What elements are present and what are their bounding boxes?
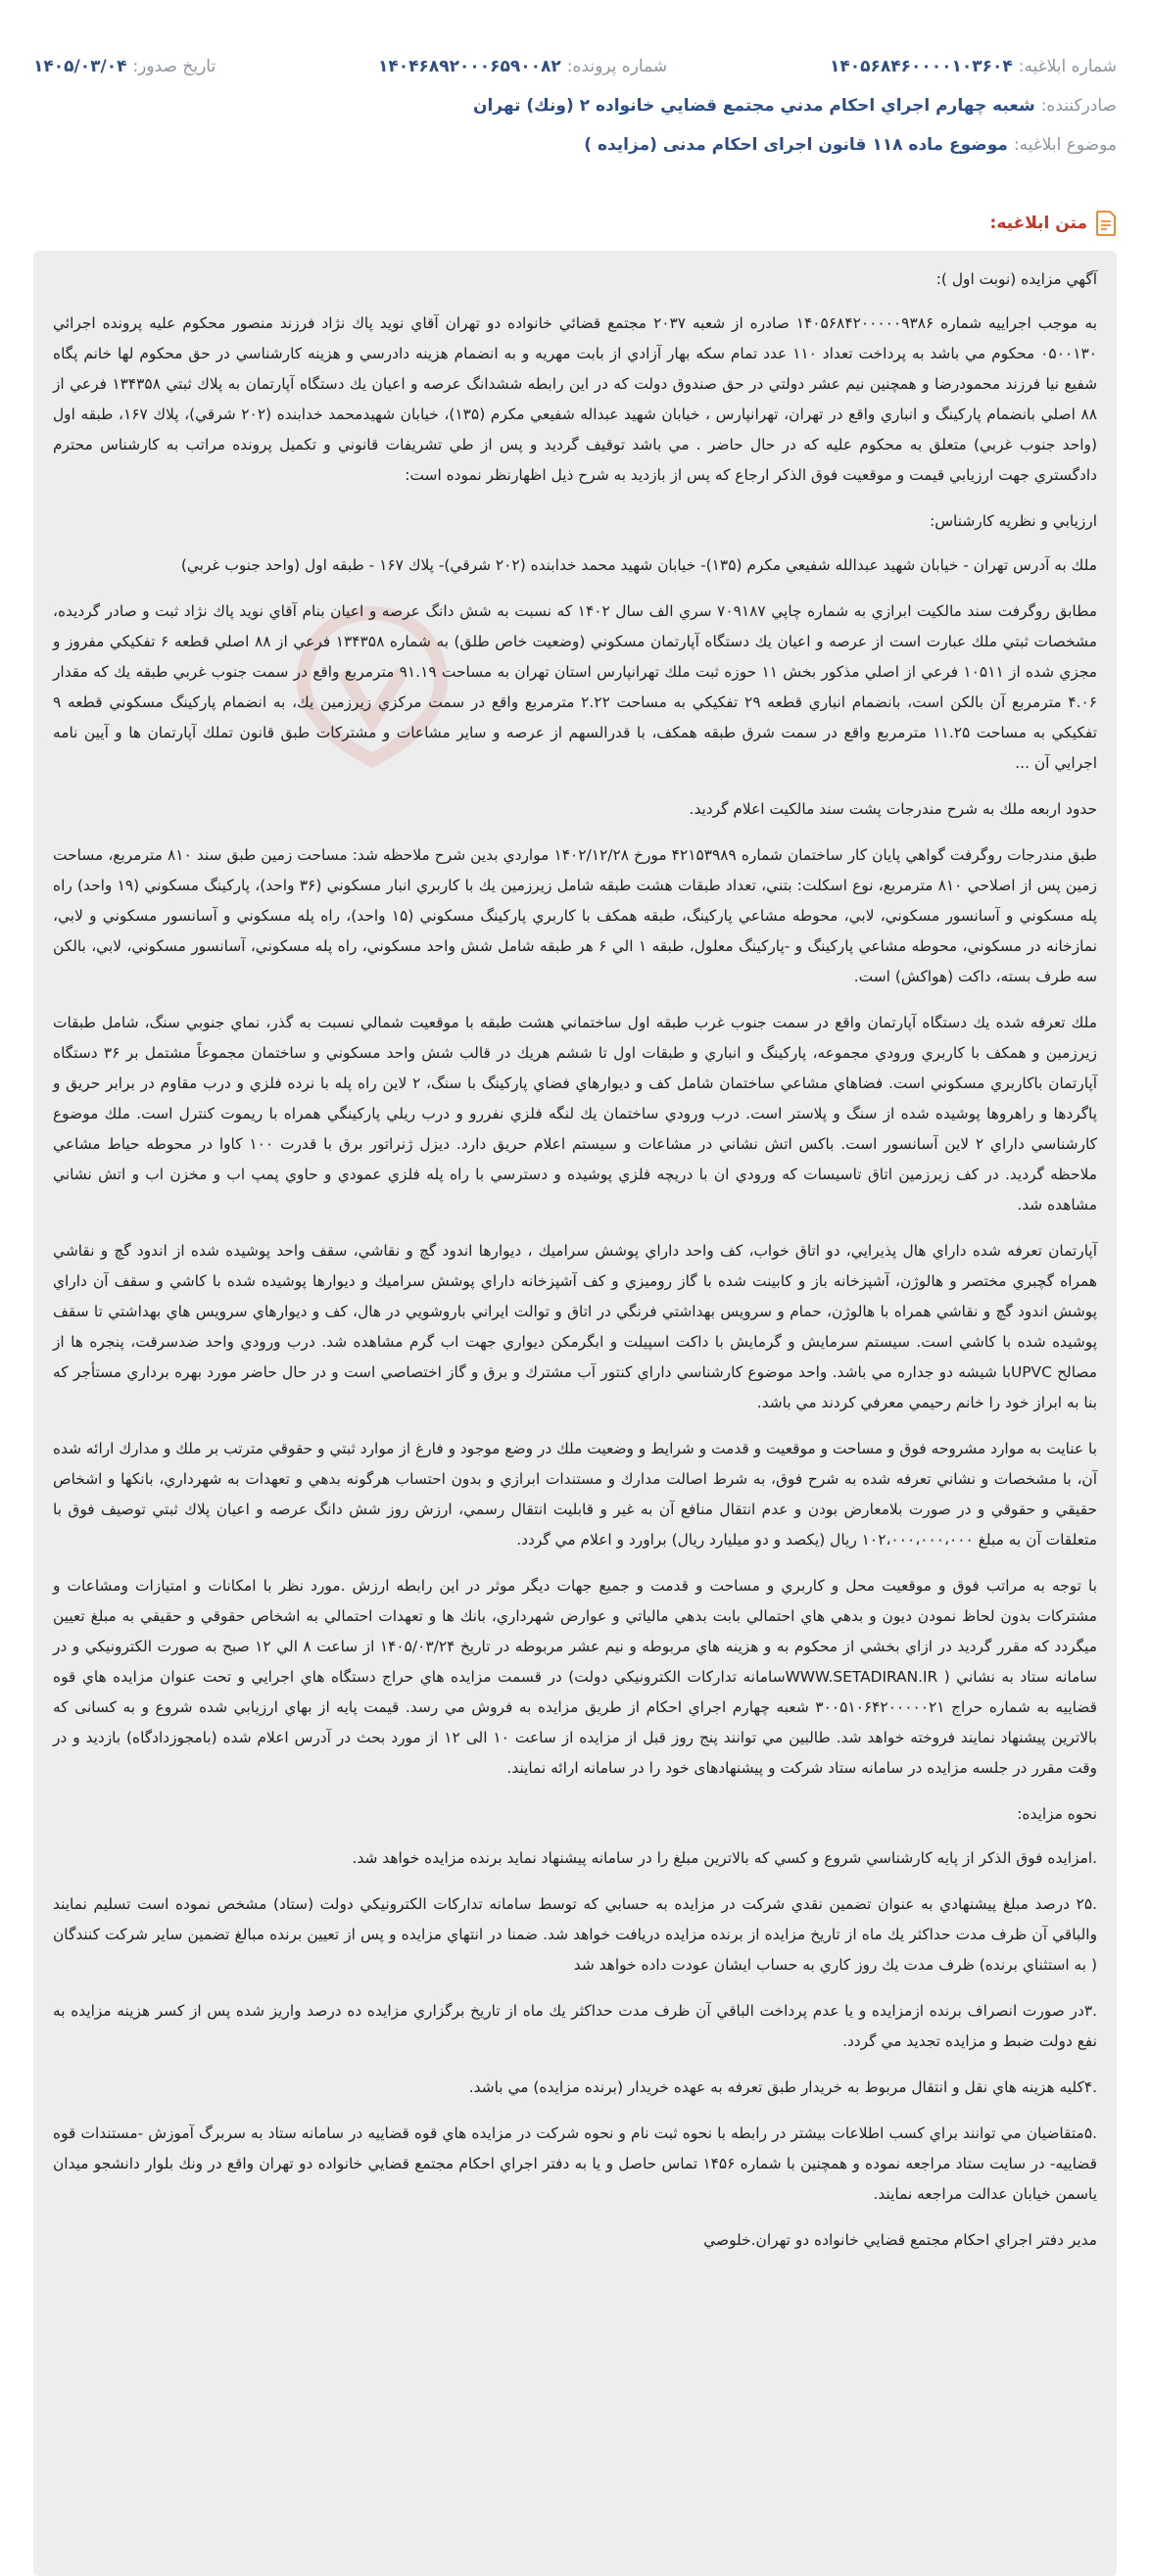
paragraph: طبق مندرجات روگرفت گواهي پايان كار ساختمان شماره ۴۲۱۵۳۹۸۹ مورخ ۱۴۰۲/۱۲/۲۸ مواردي بدين شرح ملاحظه شد: مساحت زمين طبق سند ۸۱۰ مترمربع، مساحت زمين پس از اصلاحي ۸۱۰ مترمربع، نوع اسكلت: بتني، تعداد طبقات هشت طبقه شامل زيرزمين يك با كاربري انبار مسكوني (۳۶ واحد)، پاركينگ مسكوني (۱۹ واحد) راه پله مسكوني و آسانسور مسكوني، لابي، محوطه مشاعي پاركينگ، طبقه همكف با كاربري پاركينگ مسكوني (۱۵ واحد)، راه پله مسكوني و آسانسور مسكوني و لابي، نمازخانه در مسكوني، محوطه مشاعي پاركينگ و -پاركينگ معلول، طبقه ۱ الي ۶ هر طبقه شامل شش واحد مسكوني، راه پله مسكوني، آسانسور مسكوني، لابي، بالكن سه طرف بسته، داكت (هواكش) است. — [53, 846, 1098, 985]
paragraph: به موجب اجراييه شماره ۱۴۰۵۶۸۴۲۰۰۰۰۰۹۳۸۶ صادره از شعبه ۲۰۳۷ مجتمع قضائي خانواده دو تهران آقاي نويد پاك نژاد فرزند منصور محكوم عليه پرونده اجرائي ۰۵۰۰۱۳۰ محكوم مي باشد به پرداخت تعداد ۱۱۰ عدد تمام سكه بهار آزادي از بابت مهريه و به انضمام هزينه دادرسي و هزينه كارشناسي در حق محكوم لها خانم پگاه شفيع نيا فرزند محمودرضا و همچنين نيم عشر دولتي در حق صندوق دولت كه در اين رابطه ششدانگ عرصه و اعيان يك دستگاه آپارتمان به پلاك ثبتي ۱۳۴۳۵۸ فرعي از ۸۸ اصلي بانضمام پاركينگ و انباري واقع در تهران، تهرانپارس ، خيابان شهيد عبداله شفيعي مكرم (۱۳۵)، خيابان شهيدمحمد خدابنده (۲۰۲ شرقي)، پلاك ۱۶۷، طبقه اول (واحد جنوب غربي) متعلق به محكوم عليه كه در حال حاضر . مي باشد توقيف گرديد و پس از طي تشريفات قانوني و تكميل پرونده مراتب به كارشناس محترم دادگستري جهت ارزيابي قيمت و موقعيت فوق الذكر ارجاع كه پس از بازديد به شرح ذيل اظهارنظر نموده است: — [53, 314, 1098, 484]
paragraph: .امزايده فوق الذكر از پايه كارشناسي شروع و كسي كه بالاترين مبلغ را در سامانه پيشنهاد نمايد برنده مزايده خواهد شد. — [352, 1849, 1097, 1867]
meta-row-numbers — [33, 47, 1117, 86]
paragraph: ملك به آدرس تهران - خيابان شهيد عبدالله شفيعي مكرم (۱۳۵)- خيابان شهيد محمد خدابنده (۲۰۲ شرقي)- پلاك ۱۶۷ - طبقه اول (واحد جنوب غربي) — [180, 556, 1097, 574]
issuer — [33, 86, 1117, 125]
notice-body-header — [33, 210, 1117, 237]
issuer-value: شعبه چهارم اجراي احكام مدني مجتمع قضايي خانواده ۲ (ونك) تهران — [472, 96, 1035, 116]
paragraph: نحوه مزايده: — [1017, 1805, 1097, 1823]
paragraph: ارزيابي و نظريه كارشناس: — [930, 512, 1097, 530]
paragraph: .۴كليه هزينه هاي نقل و انتقال مربوط به خريدار طبق تعرفه به عهده خريدار (برنده مزايده) مي باشد. — [468, 2078, 1097, 2096]
paragraph: .۲۵ درصد مبلغ پيشنهادي به عنوان تضمين نقدي شركت در مزايده به حسابي كه توسط سامانه تداركات الكترونيكي دولت (ستاد) مشخص نموده است تسليم نمايند والباقي آن ظرف مدت حداكثر يك ماه از تاريخ مزايده از برنده مزايده دريافت خواهد شد. ضمنا در انتهاي مزايده و پس از تعيين برنده مبالغ تضمين ساير شركت كنندگان ( به استثناي برنده) ظرف مدت يك روز كاري به حساب ايشان عودت داده خواهد شد — [53, 1895, 1097, 1974]
subject — [33, 125, 1117, 165]
issue-date-value: ۱۴۰۵/۰۳/۰۴ — [33, 57, 127, 76]
issuer-label: صادرکننده: — [1040, 96, 1117, 116]
paragraph: مطابق روگرفت سند مالكيت ابرازي به شماره چاپي ۷۰۹۱۸۷ سري الف سال ۱۴۰۲ كه نسبت به شش دانگ عرصه و اعيان بنام آقاي نويد پاك نژاد ثبت و صادر گرديده، مشخصات ثبتي ملك عبارت است از عرصه و اعيان يك دستگاه آپارتمان مسكوني (وضعيت خاص طلق) به شماره ۱۳۴۳۵۸ فرعي از ۸۸ اصلي قطعه ۶ تفكيكي مفروز و مجزي شده از ۱۰۵۱۱ فرعي از اصلي مذكور بخش ۱۱ حوزه ثبت ملك تهرانپارس استان تهران به مساحت ۹۱.۱۹ مترمربع واقع در سمت جنوب غربي طبقه يك كه مقدار ۴.۰۶ مترمربع آن بالكن است، بانضمام انباري قطعه ۲۹ تفكيكي به مساحت ۲.۲۲ مترمربع واقع در سمت مركزي زيرزمين يك، به انضمام پاركينگ مسكوني قطعه ۹ تفكيكي به مساحت ۱۱.۲۵ مترمربع واقع در سمت شرق طبقه همكف، با قدرالسهم از عرصه و ساير مشاعات و مشتركات طبق قانون تملك آپارتمان ها و آيين نامه اجرايي آن ... — [53, 602, 1098, 772]
subject-value: موضوع ماده ۱۱۸ قانون اجرای احکام مدنی (مزایده ) — [584, 135, 1008, 155]
paragraph: آپارتمان تعرفه شده داراي هال پذيرايي، دو اتاق خواب، كف واحد داراي پوشش سراميك ، ديوارها اندود گچ و نقاشي، سقف واحد پوشيده شده از اندود گچ و نقاشي همراه گچبري مختصر و هالوژن، آشپزخانه باز و كابينت شده با گاز روميزي و كف آشپزخانه داراي پوشش سراميك و ديوارها پوشيده شده با كاشي و سقف آن داراي پوشش اندود گچ و نقاشي همراه با هالوژن، حمام و سرويس بهداشتي فرنگي در اتاق و توالت ايراني باروشويي در هال، كف و ديوارهاي سرويس هاي بهداشتي تا سقف پوشيده شده با كاشي است. سيستم سرمايش و گرمايش با داكت اسپيلت و ابگرمكن ديواري جهت اب گرم مشاهده شد. درب ورودي واحد ضدسرقت، پنجره ها از مصالح UPVCبا شيشه دو جداره مي باشد. واحد موضوع كارشناسي داراي كنتور آب مشترك و برق و گاز اختصاصي است و در حال حاضر مورد بهره برداري مستأجر كه بنا به ابراز خود را خانم رحيمي معرفي كردند مي باشد. — [53, 1242, 1097, 1411]
notice-body-title: متن ابلاغیه: — [989, 214, 1087, 233]
notice-number-value: ۱۴۰۵۶۸۴۶۰۰۰۰۱۰۳۶۰۴ — [829, 57, 1013, 76]
case-number — [378, 57, 667, 76]
notice-meta — [0, 0, 1150, 165]
paragraph: آگهي مزايده (نوبت اول ): — [935, 270, 1097, 288]
paragraph: .۳در صورت انصراف برنده ازمزايده و يا عدم پرداخت الباقي آن ظرف مدت حداكثر يك ماه از تاريخ برگزاري مزايده ده درصد واريز شده پس از كسر هزينه مزايده به نفع دولت ضبط و مزايده تجديد مي گردد. — [53, 2002, 1097, 2050]
issue-date-label: تاریخ صدور: — [132, 57, 216, 76]
paragraph: ملك تعرفه شده يك دستگاه آپارتمان واقع در سمت جنوب غرب طبقه اول ساختماني هشت طبقه با موقعيت شمالي نسبت به گذر، نماي جنوبي سنگ، شامل طبقات زيرزمين و همكف با كاربري ورودي مجموعه، پاركينگ و انباري و طبقات اول تا ششم هريك در قالب شش واحد مسكوني و ساختمان مجموعاً مشتمل بر ۳۶ دستگاه آپارتمان باكاربري مسكوني است. فضاهاي مشاعي ساختمان شامل كف و ديوارهاي فضاي پاركينگ با سنگ، ۲ لاين راه پله با نرده فلزي و درب مقاوم در برابر حريق و پاگردها و راهروها پوشيده شده از سنگ و پلاستر است. درب ورودي ساختمان يك لنگه فلزي نفررو و درب ريلي پاركينگي همراه با ريموت كنترل است. ملك موضوع كارشناسي داراي ۲ لاين آسانسور است. باكس اتش نشاني در مشاعات و سيستم اعلام حريق دارد. ديزل ژنراتور برق با قدرت ۱۰۰ كاوا در محوطه حياط مشاعي ملاحظه گرديد. در كف زيرزمين اتاق تاسيسات كه ورودي ان با دريچه فلزي پوشيده و دسترسي با راه پله فلزي عمودي و حاوي پمپ اب و مخزن اب و اتش نشاني مشاهده شد. — [53, 1014, 1098, 1214]
notice-number — [830, 57, 1117, 76]
paragraph: با توجه به مراتب فوق و موقعيت محل و كاربري و مساحت و قدمت و جميع جهات ديگر موثر در اين رابطه ارزش .مورد نظر با امكانات و امتيازات ومشاعات و مشتركات بدون لحاظ نمودن ديون و بدهي هاي احتمالي بابت بدهي مالياتي و عوارض شهرداري، بانك ها و تعهدات احتمالي به اشخاص حقوقي و حقيقي به مبلغ تعيين ميگردد كه مقرر گرديد در ازاي بخشي از محكوم به و هزينه هاي مربوطه و نيم عشر مربوطه در تاريخ ۱۴۰۵/۰۳/۲۴ از ساعت ۸ الي ۱۲ صبح به صورت الكترونيكي و در سامانه ستاد به نشاني ( WWW.SETADIRAN.IRسامانه تداركات الكترونيكي دولت) در قسمت مزايده هاي حراج دستگاه هاي اجرايي و تحت عنوان مزايده هاي قوه قضاييه به شماره حراج ۳۰۰۵۱۰۶۴۲۰۰۰۰۰۲۱ شعبه چهارم اجراي احكام از طريق مزايده به فروش مي رسد. قيمت پايه از بهاي ارزيابي شده شروع و به كسانی كه بالاترين پيشنهاد نمايند فروخته خواهد شد. طالبين مي توانند پنج روز قبل از مزايده از ساعت ۱۰ الی ۱۲ از مورد بحث در آدرس اعلام شده (بامجوزدادگاه) بازديد و در وقت مقرر در جلسه مزايده در سامانه ستاد شركت و پيشنهادهای خود را در سامانه ارائه نمايند. — [53, 1577, 1098, 1777]
subject-label: موضوع ابلاغیه: — [1013, 135, 1117, 155]
paragraph: مدير دفتر اجراي احكام مجتمع قضايي خانواده دو تهران.خلوصي — [703, 2231, 1097, 2249]
paragraph: حدود اربعه ملك به شرح مندرجات پشت سند مالكيت اعلام گرديد. — [689, 800, 1097, 818]
case-number-value: ۱۴۰۴۶۸۹۲۰۰۰۶۵۹۰۰۸۲ — [378, 57, 561, 76]
notice-number-label: شماره ابلاغیه: — [1018, 57, 1117, 76]
issue-date — [33, 57, 216, 76]
document-icon — [1095, 211, 1117, 236]
case-number-label: شماره پرونده: — [566, 57, 668, 76]
paragraph: با عنايت به موارد مشروحه فوق و مساحت و موقعيت و قدمت و شرايط و وضعيت ملك در وضع موجود و فارغ از موارد ثبتي و حقوقي مترتب بر ملك و مدارك ارائه شده آن، با مشخصات و نشاني تعرفه شده به شرح فوق، به شرط اصالت مدارك و مستندات ابرازي و بدون احتساب هرگونه بدهي و تعهدات به شهرداري، بانكها و اشخاص حقيقي و حقوقي و در صورت بلامعارض بودن و عدم انتقال منافع آن به غير و قابليت انتقال رسمي، ارزش روز شش دانگ عرصه و اعيان پلاك ثبتي توصيف فوق با متعلقات آن به مبلغ ۱۰۲،۰۰۰،۰۰۰،۰۰۰ ريال (يكصد و دو ميليارد ريال) براورد و اعلام مي گردد. — [53, 1440, 1097, 1549]
paragraph: .۵متقاضيان مي توانند براي كسب اطلاعات بيشتر در رابطه با نحوه ثبت نام و نحوه شركت در مزايده هاي قوه قضاييه در سامانه ستاد به سربرگ آموزش -مستندات قوه قضاييه- در سايت ستاد مراجعه نموده و همچنين با شماره ۱۴۵۶ تماس حاصل و يا به دفتر اجراي احكام مجتمع قضايي خانواده دو تهران واقع در ونك بلوار دانشجو ميدان ياسمن خيابان عدالت مراجعه نمايند. — [53, 2124, 1097, 2203]
notice-paragraphs — [53, 264, 1097, 2256]
notice-body — [33, 251, 1117, 2576]
